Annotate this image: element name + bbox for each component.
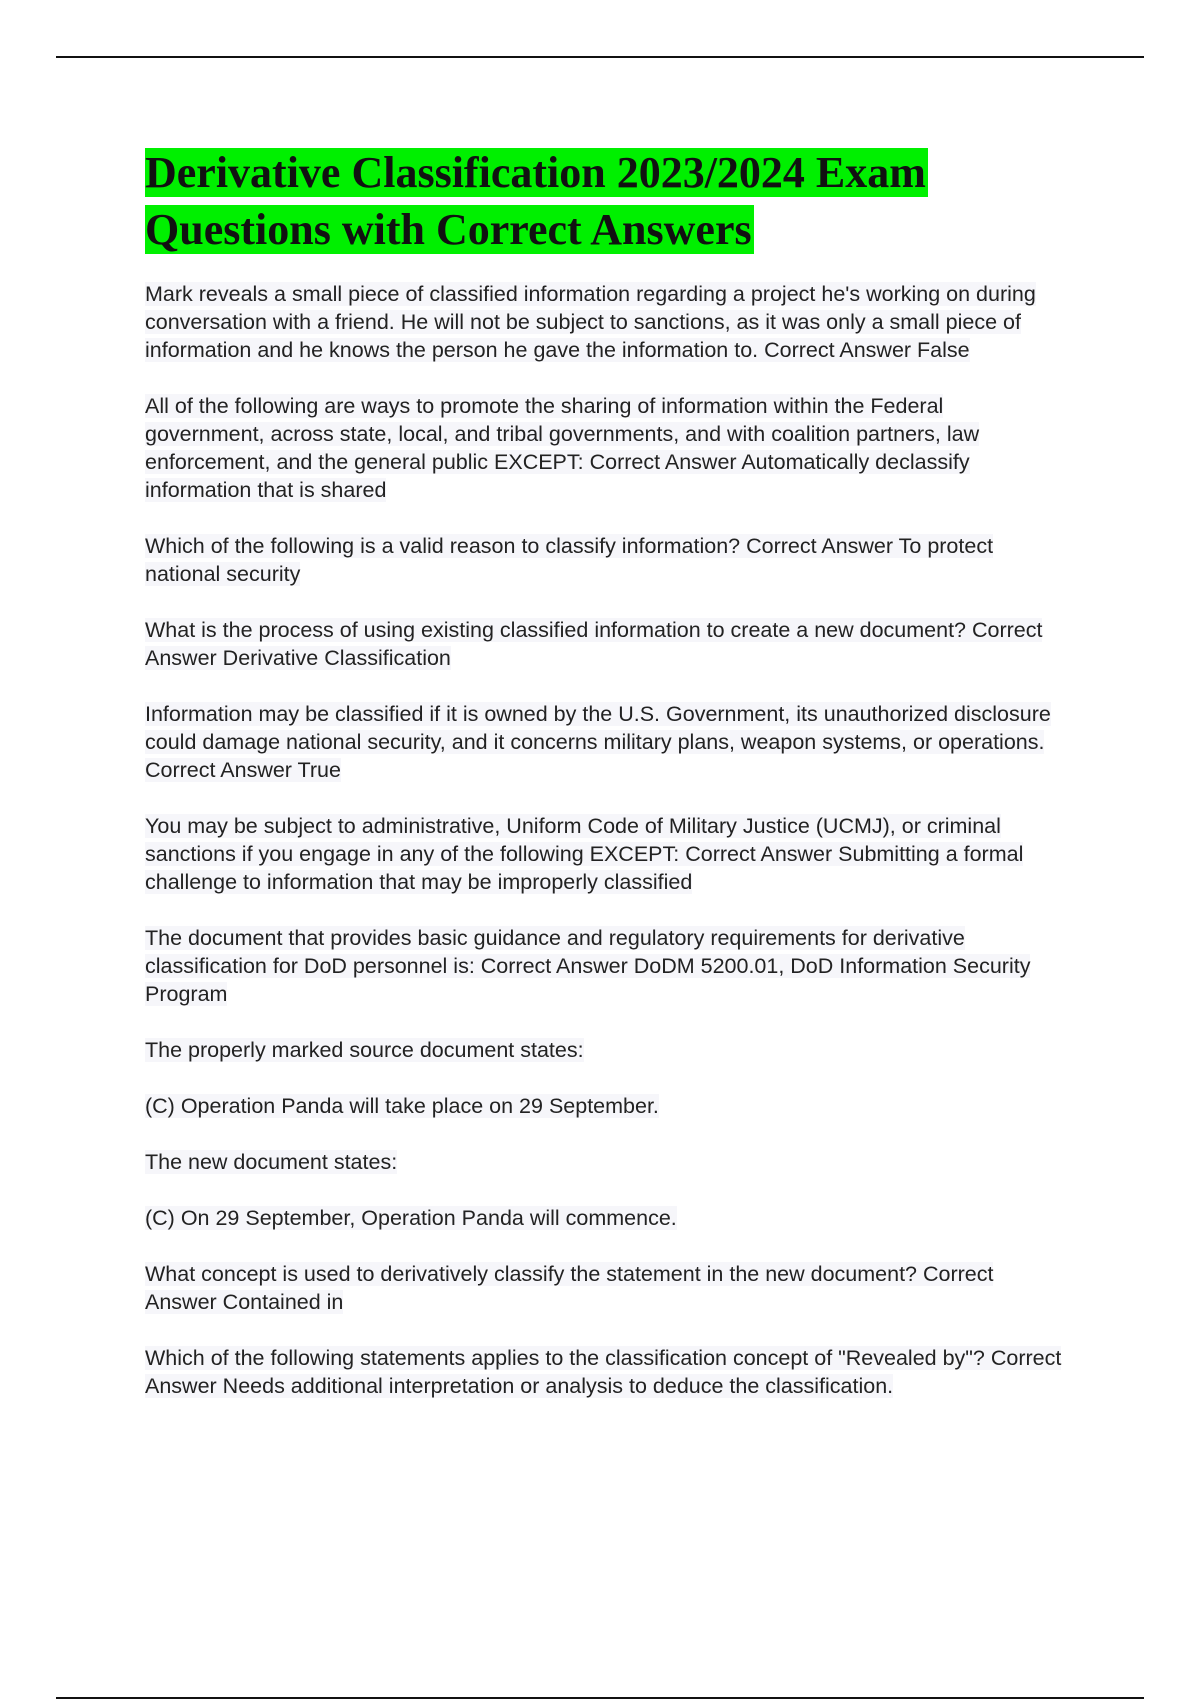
qa-paragraph [145, 812, 1065, 896]
document-title [145, 144, 1065, 258]
title-highlight: Derivative Classification 2023/2024 Exam Questions with Correct Answers [145, 148, 926, 254]
qa-paragraph [145, 700, 1065, 784]
qa-text: Information may be classified if it is owned by the U.S. Government, its unauthorized disclosure could damage national security, and it concerns military plans, weapon systems, or operations. Correct Answer True [145, 702, 1051, 782]
qa-text: What is the process of using existing classified information to create a new document? Correct Answer Derivative Classification [145, 618, 1043, 670]
qa-paragraph [145, 1036, 1065, 1064]
document-body [145, 144, 1065, 1428]
qa-paragraph [145, 1148, 1065, 1176]
qa-paragraph [145, 1092, 1065, 1120]
qa-text: Which of the following is a valid reason to classify information? Correct Answer To protect national security [145, 534, 994, 586]
qa-paragraph [145, 1344, 1065, 1400]
qa-text: The properly marked source document states: [145, 1038, 584, 1062]
qa-paragraph [145, 1204, 1065, 1232]
footer-rule [56, 1697, 1144, 1699]
qa-text: All of the following are ways to promote the sharing of information within the Federal government, across state, local, and tribal governments, and with coalition partners, law enforcement, and the general public EXCEPT: Correct Answer Automatically declassify information that is shared [145, 394, 980, 502]
qa-text: What concept is used to derivatively classify the statement in the new document? Correct Answer Contained in [145, 1262, 994, 1314]
qa-paragraph [145, 1260, 1065, 1316]
qa-paragraph [145, 280, 1065, 364]
qa-text: The document that provides basic guidance and regulatory requirements for derivative classification for DoD personnel is: Correct Answer DoDM 5200.01, DoD Information Security Program [145, 926, 1031, 1006]
qa-text: Mark reveals a small piece of classified information regarding a project he's working on during conversation with a friend. He will not be subject to sanctions, as it was only a small piece of information and he knows the person he gave the information to. Correct Answer False [145, 282, 1036, 362]
qa-paragraph [145, 924, 1065, 1008]
qa-text: Which of the following statements applies to the classification concept of "Revealed by"? Correct Answer Needs additional interpretation or analysis to deduce the classification. [145, 1346, 1062, 1398]
qa-paragraph [145, 392, 1065, 504]
qa-text: The new document states: [145, 1150, 398, 1174]
qa-paragraph [145, 532, 1065, 588]
qa-text: You may be subject to administrative, Uniform Code of Military Justice (UCMJ), or criminal sanctions if you engage in any of the following EXCEPT: Correct Answer Submitting a formal challenge to information that may be improperly classified [145, 814, 1024, 894]
qa-text: (C) On 29 September, Operation Panda will commence. [145, 1206, 677, 1230]
qa-paragraph [145, 616, 1065, 672]
qa-text: (C) Operation Panda will take place on 29 September. [145, 1094, 659, 1118]
header-rule [56, 56, 1144, 58]
